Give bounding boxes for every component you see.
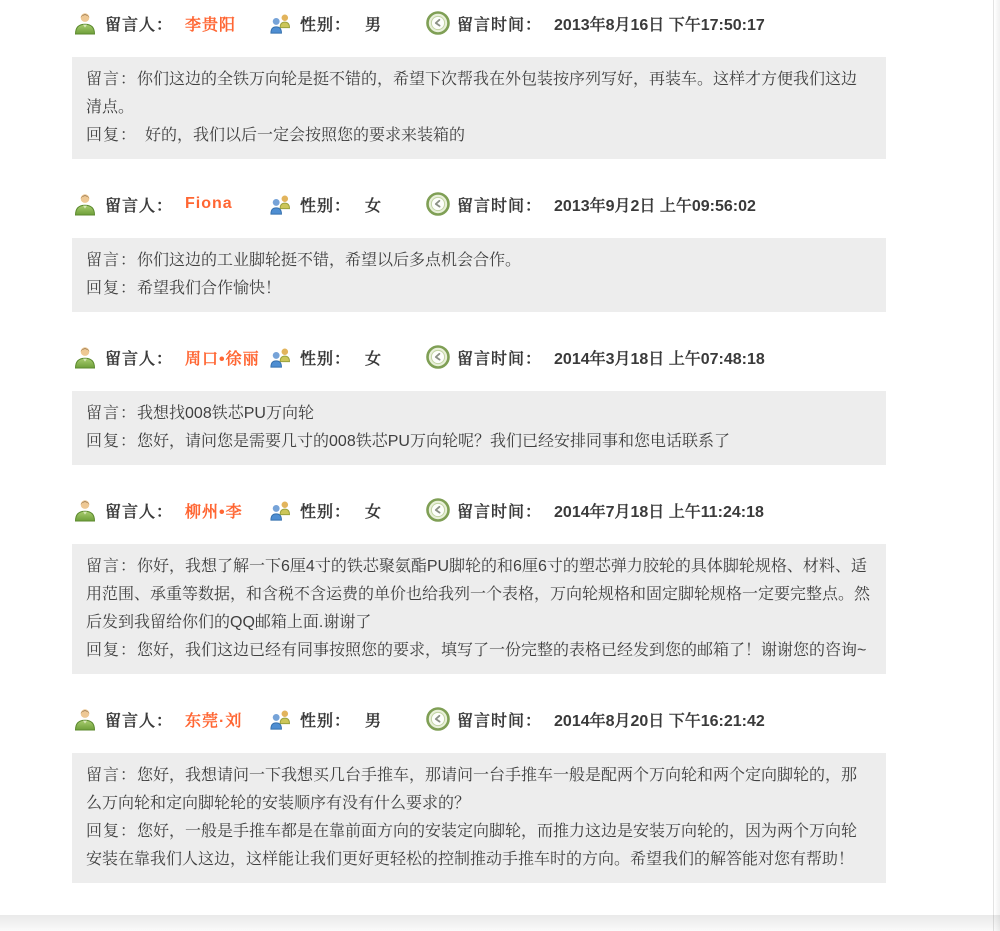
clock-icon (426, 192, 450, 216)
gender-group (268, 708, 426, 731)
poster-name: Fiona (185, 195, 233, 212)
gender-label: 性别： (300, 350, 352, 368)
time-value: 2014年8月20日 下午16:21:42 (554, 712, 765, 730)
entry-header (72, 340, 1000, 374)
people-icon (268, 193, 293, 216)
time-label: 留言时间： (457, 16, 543, 34)
message-label: 留言： (86, 767, 138, 784)
reply-label: 回复： (86, 127, 130, 144)
time-group (426, 192, 756, 216)
page-edge-shadow-bottom (0, 915, 1000, 931)
gender-group (268, 12, 426, 35)
time-value: 2014年3月18日 上午07:48:18 (554, 350, 765, 368)
entry-header (72, 6, 1000, 40)
reply-label: 回复： (86, 642, 138, 659)
time-label: 留言时间： (457, 503, 543, 521)
message-label: 留言： (86, 252, 138, 269)
time-group (426, 345, 765, 369)
message-box (72, 544, 886, 674)
time-label: 留言时间： (457, 197, 543, 215)
message-box (72, 238, 886, 312)
poster-group (72, 497, 268, 523)
guestbook-entry (72, 6, 1000, 159)
message-text: 你们这边的全铁万向轮是挺不错的，希望下次帮我在外包装按序列写好，再装车。这样才方便我们这边清点。 (86, 71, 858, 116)
message-label: 留言： (86, 405, 138, 422)
time-group (426, 707, 765, 731)
poster-group (72, 344, 268, 370)
message-label: 留言： (86, 558, 138, 575)
user-icon (72, 191, 98, 217)
poster-label: 留言人： (105, 197, 174, 215)
gender-group (268, 499, 426, 522)
entry-header (72, 493, 1000, 527)
user-icon (72, 344, 98, 370)
time-value: 2013年8月16日 下午17:50:17 (554, 16, 765, 34)
reply-label: 回复： (86, 280, 138, 297)
guestbook-entry (72, 187, 1000, 312)
poster-label: 留言人： (105, 503, 174, 521)
gender-label: 性别： (300, 197, 352, 215)
guestbook-entry (72, 340, 1000, 465)
entry-header (72, 187, 1000, 221)
guestbook-entry (72, 493, 1000, 674)
poster-label: 留言人： (105, 16, 174, 34)
reply-label: 回复： (86, 823, 138, 840)
reply-text: 您好，一般是手推车都是在靠前面方向的安装定向脚轮，而推力这边是安装万向轮的，因为两个万向轮安装在靠我们人这边，这样能让我们更好更轻松的控制推动手推车时的方向。希望我们的解答能对您有帮助！ (86, 823, 858, 868)
gender-label: 性别： (300, 503, 352, 521)
reply-text: 您好，请问您是需要几寸的008铁芯PU万向轮呢？我们已经安排同事和您电话联系了 (137, 433, 730, 450)
poster-name: 东莞·刘 (185, 712, 243, 730)
message-box (72, 57, 886, 159)
time-group (426, 498, 764, 522)
poster-group (72, 191, 268, 217)
user-icon (72, 706, 98, 732)
gender-value: 女 (365, 197, 382, 215)
clock-icon (426, 11, 450, 35)
poster-name: 周口•徐丽 (185, 350, 260, 368)
message-box (72, 391, 886, 465)
guestbook-entry (72, 702, 1000, 883)
user-icon (72, 497, 98, 523)
time-label: 留言时间： (457, 350, 543, 368)
message-text: 你们这边的工业脚轮挺不错，希望以后多点机会合作。 (137, 252, 522, 269)
page-edge-shadow-right (993, 0, 1000, 931)
poster-name: 李贵阳 (185, 16, 237, 34)
poster-group (72, 10, 268, 36)
people-icon (268, 708, 293, 731)
people-icon (268, 346, 293, 369)
message-box (72, 753, 886, 883)
time-label: 留言时间： (457, 712, 543, 730)
user-icon (72, 10, 98, 36)
gender-label: 性别： (300, 16, 352, 34)
reply-text: 您好，我们这边已经有同事按照您的要求，填写了一份完整的表格已经发到您的邮箱了！谢谢您的咨询~ (137, 642, 867, 659)
clock-icon (426, 345, 450, 369)
gender-value: 女 (365, 503, 382, 521)
people-icon (268, 499, 293, 522)
reply-text: 好的，我们以后一定会按照您的要求来装箱的 (129, 127, 466, 144)
message-text: 你好，我想了解一下6厘4寸的铁芯聚氨酯PU脚轮的和6厘6寸的塑芯弹力胶轮的具体脚轮规格、材料、适用范围、承重等数据，和含税不含运费的单价也给我列一个表格，万向轮规格和固定脚轮规格一定要完整点。然后发到我留给你们的QQ邮箱上面.谢谢了 (86, 558, 871, 631)
poster-group (72, 706, 268, 732)
people-icon (268, 12, 293, 35)
entry-header (72, 702, 1000, 736)
time-value: 2014年7月18日 上午11:24:18 (554, 503, 764, 521)
gender-value: 男 (365, 16, 382, 34)
message-label: 留言： (86, 71, 138, 88)
gender-group (268, 193, 426, 216)
gender-group (268, 346, 426, 369)
message-text: 您好，我想请问一下我想买几台手推车，那请问一台手推车一般是配两个万向轮和两个定向脚轮的，那么万向轮和定向脚轮轮的安装顺序有没有什么要求的？ (86, 767, 858, 812)
clock-icon (426, 498, 450, 522)
poster-name: 柳州•李 (185, 503, 243, 521)
clock-icon (426, 707, 450, 731)
poster-label: 留言人： (105, 712, 174, 730)
message-text: 我想找008铁芯PU万向轮 (137, 405, 314, 422)
time-group (426, 11, 765, 35)
reply-label: 回复： (86, 433, 138, 450)
reply-text: 希望我们合作愉快！ (137, 280, 282, 297)
time-value: 2013年9月2日 上午09:56:02 (554, 197, 756, 215)
gender-label: 性别： (300, 712, 352, 730)
gender-value: 男 (365, 712, 382, 730)
gender-value: 女 (365, 350, 382, 368)
poster-label: 留言人： (105, 350, 174, 368)
